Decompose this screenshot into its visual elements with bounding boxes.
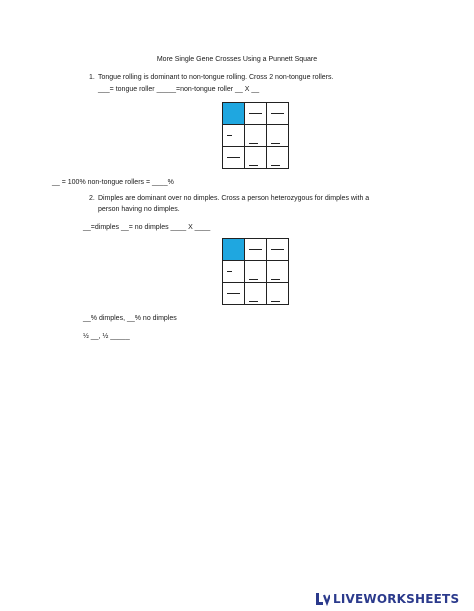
punnett-cell[interactable] xyxy=(267,283,289,305)
question-2-number: 2. xyxy=(89,195,95,202)
punnett-square-1 xyxy=(222,102,289,169)
question-1-key-line: ___= tongue roller _____=non-tongue roller __ X __ xyxy=(98,86,260,93)
punnett-row-header-cell[interactable] xyxy=(223,125,245,147)
worksheet-title: More Single Gene Crosses Using a Punnett Square xyxy=(156,56,318,63)
question-2-key-line: __=dimples __= no dimples ____ X ____ xyxy=(83,224,211,231)
punnett-row-header-cell[interactable] xyxy=(223,261,245,283)
punnett-square-2 xyxy=(222,238,289,305)
punnett-row-header-cell[interactable] xyxy=(223,147,245,169)
punnett-cell[interactable] xyxy=(267,147,289,169)
punnett-cell[interactable] xyxy=(245,283,267,305)
punnett-corner-cell xyxy=(223,103,245,125)
question-1-number: 1. xyxy=(89,74,95,81)
liveworksheets-brand-text: LIVEWORKSHEETS xyxy=(333,592,460,606)
punnett-cell[interactable] xyxy=(245,261,267,283)
question-2-text-line-2: person having no dimples. xyxy=(98,206,180,213)
question-2-text-line-1: Dimples are dominant over no dimples. Cross a person heterozygous for dimples with a xyxy=(98,195,370,202)
punnett-cell[interactable] xyxy=(267,261,289,283)
punnett-cell[interactable] xyxy=(245,147,267,169)
question-1-answer-line: __ = 100% non-tongue rollers = ____% xyxy=(52,179,174,186)
punnett-header-cell[interactable] xyxy=(245,239,267,261)
question-1-text: Tongue rolling is dominant to non-tongue rolling. Cross 2 non-tongue rollers. xyxy=(98,74,334,81)
punnett-corner-cell xyxy=(223,239,245,261)
question-2-answer-line-1: __% dimples, __% no dimples xyxy=(83,315,177,322)
punnett-header-cell[interactable] xyxy=(245,103,267,125)
liveworksheets-logo-icon xyxy=(316,592,330,606)
punnett-header-cell[interactable] xyxy=(267,103,289,125)
question-2-answer-line-2: ½ __, ½ _____ xyxy=(83,333,130,340)
liveworksheets-footer xyxy=(316,591,459,607)
punnett-header-cell[interactable] xyxy=(267,239,289,261)
punnett-cell[interactable] xyxy=(245,125,267,147)
punnett-cell[interactable] xyxy=(267,125,289,147)
punnett-row-header-cell[interactable] xyxy=(223,283,245,305)
